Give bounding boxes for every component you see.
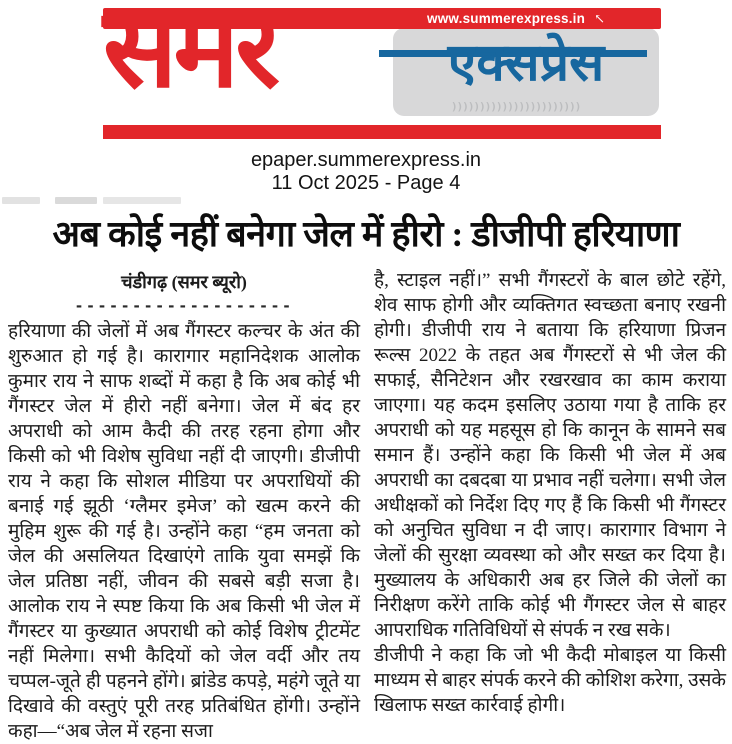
scan-smudge xyxy=(103,197,181,204)
masthead-bottom-rule xyxy=(103,125,661,139)
article-text-right-paragraph-1: है, स्टाइल नहीं।” सभी गैंगस्टरों के बाल छोटे रहेंगे, शेव साफ होगी और व्यक्तिगत स्वच्छता बनाए रखनी होगी। डीजीपी राय ने बताया कि हरियाणा प्रिजन रूल्स 2022 के तहत अब गैंगस्टरों से भी जेल की सफाई, सैनिटेशन और रखरखाव का काम कराया जाएगा। यह कदम इसलिए उठाया गया है ताकि हर अपराधी को यह महसूस हो कि कानून के सामने सब समान हैं। उन्होंने कहा कि किसी भी जेल में अब अपराधी का दबदबा या प्रभाव नहीं चलेगा। सभी जेल अधीक्षकों को निर्देश दिए गए हैं कि किसी भी गैंगस्टर को अनुचित सुविधा न दी जाए। कारागार विभाग ने जेलों की सुरक्षा व्यवस्था को और सख्त कर दिया है। मुख्यालय के अधिकारी अब हर जिले की जेलों का निरीक्षण करेंगे ताकि कोई भी गैंगस्टर जेल से बाहर आपराधिक गतिविधियों से संपर्क न रख सके। xyxy=(374,270,726,641)
scan-artifact-strip xyxy=(0,197,732,204)
article-headline: अब कोई नहीं बनेगा जेल में हीरो : डीजीपी हरियाणा xyxy=(52,214,680,254)
article-text-right-paragraph-2: डीजीपी ने कहा कि जो भी कैदी मोबाइल या किसी माध्यम से बाहर संपर्क करने की कोशिश करेगा, उसके खिलाफ सख्त कार्रवाई होगी। xyxy=(374,645,726,716)
article-byline: चंडीगढ़ (समर ब्यूरो) xyxy=(121,272,247,292)
epaper-info-block xyxy=(0,149,732,195)
scan-smudge xyxy=(55,197,97,204)
scan-smudge xyxy=(2,197,40,204)
article-body xyxy=(8,268,726,744)
masthead-gray-panel xyxy=(393,28,659,116)
article-column-left xyxy=(8,268,360,744)
masthead-title-express: एक्सप्रेस xyxy=(447,35,605,92)
epaper-date-page-text: 11 Oct 2025 - Page 4 xyxy=(271,172,461,194)
masthead-chevrons-decoration: ))))))))))))))))))))))) xyxy=(451,100,581,113)
byline-dashed-separator: ------------------- xyxy=(74,297,294,315)
masthead-title-samar: समर xyxy=(103,0,277,110)
article-text-left: हरियाणा की जेलों में अब गैंगस्टर कल्चर के अंत की शुरुआत हो गई है। कारागार महानिदेशक आलोक कुमार राय ने साफ शब्दों में कहा है कि अब कोई भी गैंगस्टर जेल में हीरो नहीं बनेगा। जेल में बंद हर अपराधी को आम कैदी की तरह रहना होगा और किसी को भी विशेष सुविधा नहीं दी जाएगी। डीजीपी राय ने कहा कि सोशल मीडिया पर अपराधियों की बनाई गई झूठी ‘ग्लैमर इमेज’ को खत्म करने की मुहिम शुरू की गई है। उन्होंने कहा “हम जनता को जेल की असलियत दिखाएंगे ताकि युवा समझें कि जेल प्रतिष्ठा नहीं, जीवन की सबसे बड़ी सजा है। आलोक राय ने स्पष्ट किया कि अब किसी भी जेल में गैंगस्टर या कुख्यात अपराधी को कोई विशेष ट्रीटमेंट नहीं मिलेगा। सभी कैदियों को जेल वर्दी और तय चप्पल-जूते ही पहनने होंगे। ब्रांडेड कपड़े, महंगे जूते या दिखावे की वस्तुएं पूरी तरह प्रतिबंधित होंगी। उन्होंने कहा—“अब जेल में रहना सजा xyxy=(8,321,360,742)
newspaper-masthead xyxy=(103,0,661,142)
cursor-arrow-icon: ↖ xyxy=(594,11,605,26)
article-column-right xyxy=(374,268,726,744)
masthead-website-url: www.summerexpress.in xyxy=(427,11,586,26)
epaper-site-text: epaper.summerexpress.in xyxy=(250,149,482,171)
